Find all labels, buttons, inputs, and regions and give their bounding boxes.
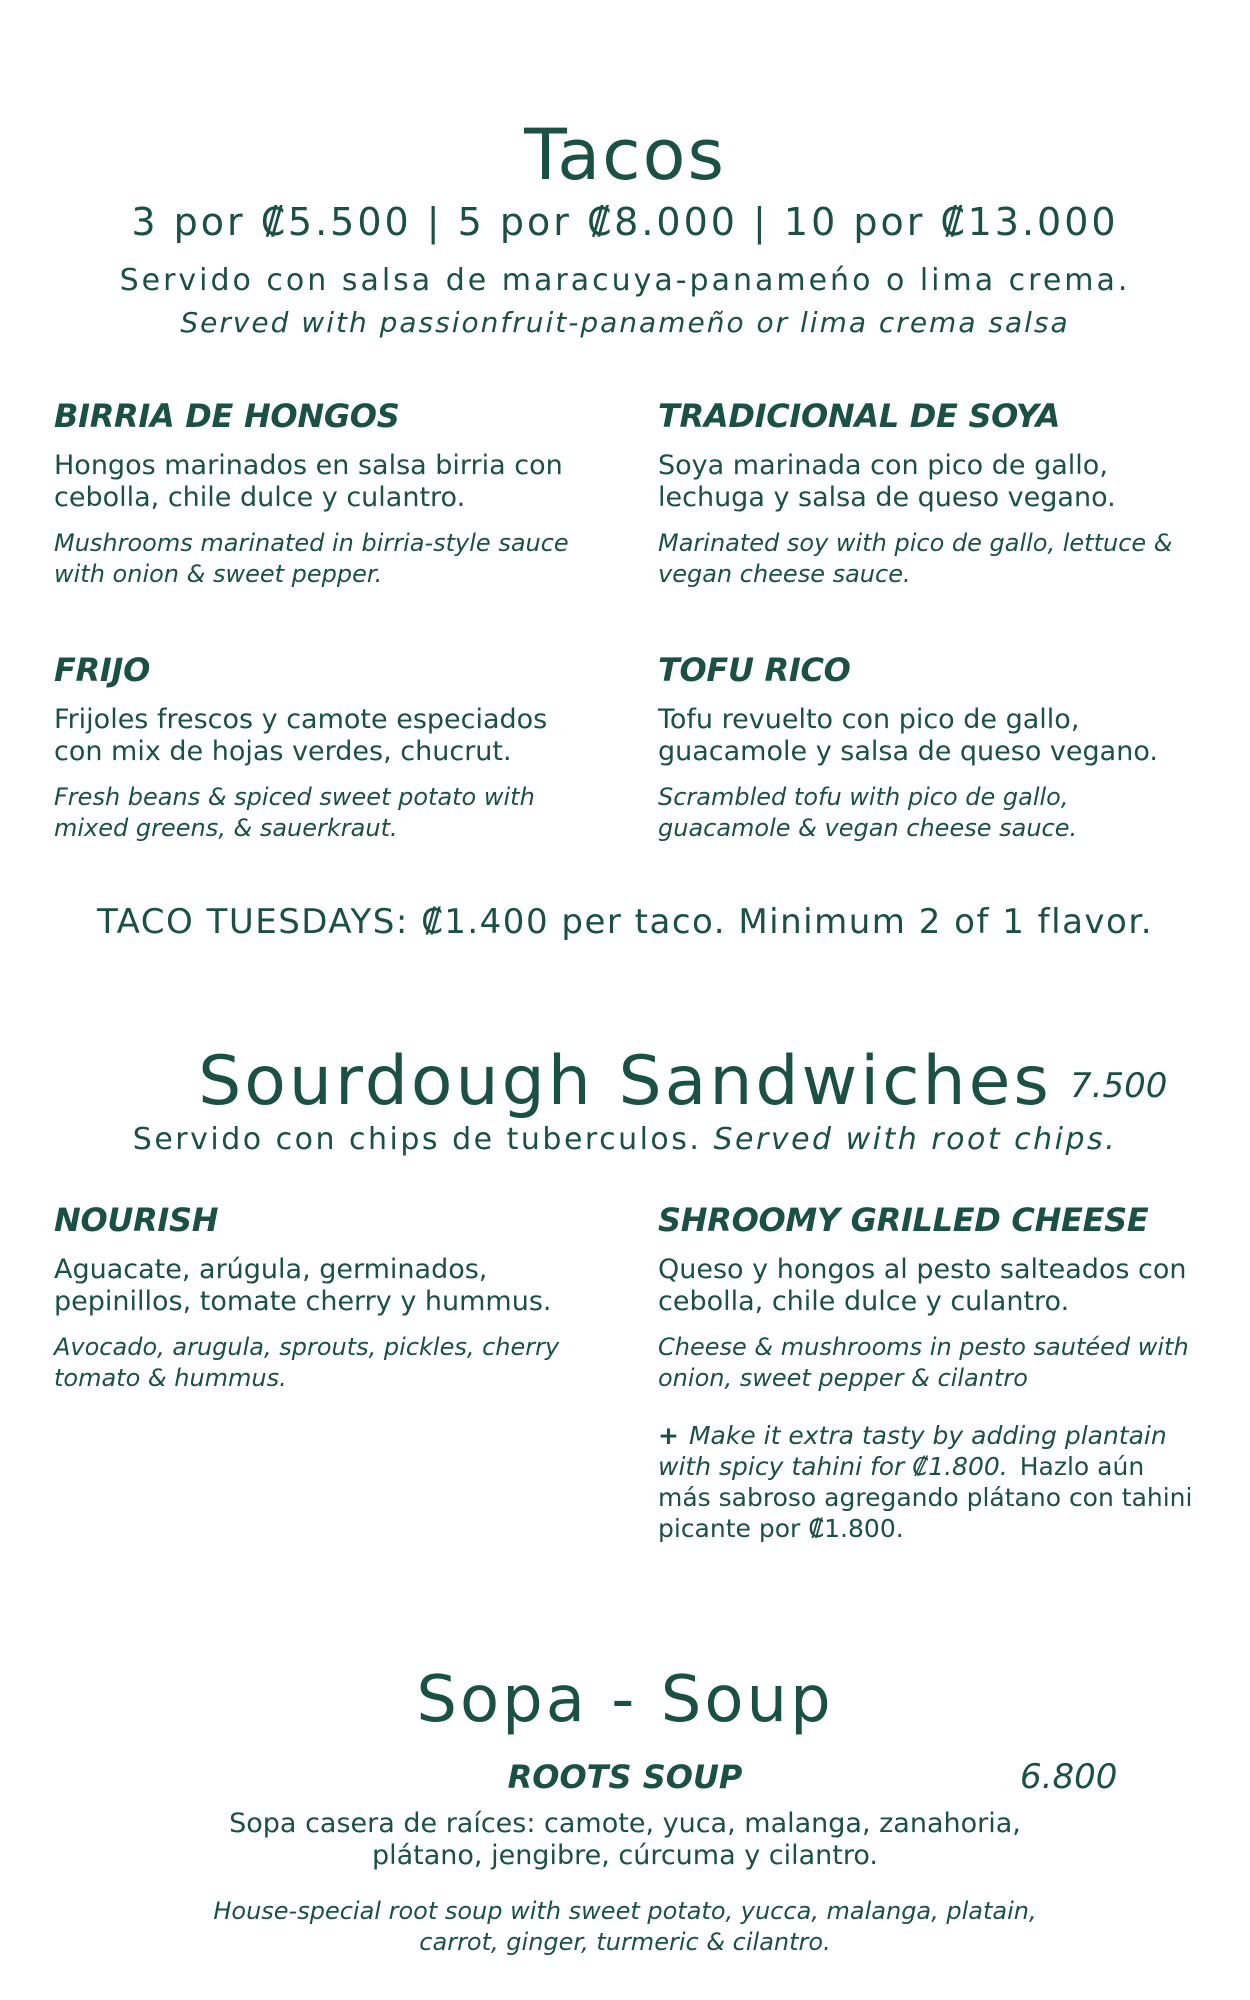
menu-item-frijo [54,650,594,844]
sandwiches-subtitle-es: Servido con chips de tuberculos. [132,1122,702,1157]
soup-title: Sopa - Soup [416,1663,834,1737]
item-name: FRIJO [54,651,151,689]
menu-item-tradicional-de-soya [658,396,1198,590]
addon-text-en: Make it extra tasty by adding plantain with spicy tahini for ₡1.800. [658,1421,1167,1481]
item-name: TRADICIONAL DE SOYA [658,397,1061,435]
soup-price: 6.800 [1020,1757,1118,1797]
soup-description-es: Sopa casera de raíces: camote, yuca, malanga, zanahoria, plátano, jengibre, cúrcuma y cilantro. [229,1808,1021,1871]
item-description-es: Queso y hongos al pesto salteados con cebolla, chile dulce y culantro. [658,1254,1187,1317]
item-description-en: Avocado, arugula, sprouts, pickles, cherry tomato & hummus. [54,1333,560,1392]
soup-item-name: ROOTS SOUP [507,1758,743,1796]
item-description-es: Hongos marinados en salsa birria con cebolla, chile dulce y culantro. [54,450,563,513]
sandwiches-subtitle-en: Served with root chips. [713,1122,1118,1157]
addon-text-es: Hazlo aún más sabroso agregando plátano con tahini picante por ₡1.800. [658,1452,1193,1543]
menu-item-birria-de-hongos [54,396,594,590]
item-description-es: Soya marinada con pico de gallo, lechuga y salsa de queso vegano. [658,450,1116,513]
tacos-subtitle-en: Served with passionfruit-panameño or lima crema salsa [180,306,1070,339]
item-name: NOURISH [54,1201,219,1239]
addon-note [658,1420,1198,1544]
sandwiches-subtitle [0,1120,1250,1160]
item-description-en: Scrambled tofu with pico de gallo, guacamole & vegan cheese sauce. [658,783,1078,842]
item-name: BIRRIA DE HONGOS [54,397,400,435]
item-description-en: Mushrooms marinated in birria-style sauce with onion & sweet pepper. [54,529,569,588]
tacos-subtitle-es: Servido con salsa de maracuya-panameńo o lima crema. [119,263,1131,298]
item-name: TOFU RICO [658,651,851,689]
menu-item-nourish [54,1200,594,1394]
item-description-es: Tofu revuelto con pico de gallo, guacamole y salsa de queso vegano. [658,704,1158,767]
plus-icon: + [658,1421,679,1450]
item-description-en: Marinated soy with pico de gallo, lettuce & vegan cheese sauce. [658,529,1173,588]
sandwiches-price: 7.500 [1070,1066,1168,1106]
item-description-en: Fresh beans & spiced sweet potato with mixed greens, & sauerkraut. [54,783,535,842]
tacos-title: Tacos [524,114,726,196]
soup-description-en: House-special root soup with sweet potato, yucca, malanga, platain, carrot, ginger, turmeric & cilantro. [213,1897,1037,1956]
menu-item-tofu-rico [658,650,1198,844]
menu-item-shroomy-grilled-cheese [658,1200,1198,1544]
item-description-en: Cheese & mushrooms in pesto sautéed with onion, sweet pepper & cilantro [658,1333,1189,1392]
taco-tuesdays-note: TACO TUESDAYS: ₡1.400 per taco. Minimum 2 of 1 flavor. [96,902,1154,942]
item-name: SHROOMY GRILLED CHEESE [658,1201,1149,1239]
item-description-es: Frijoles frescos y camote especiados con mix de hojas verdes, chucrut. [54,704,548,767]
item-description-es: Aguacate, arúgula, germinados, pepinillos, tomate cherry y hummus. [54,1254,552,1317]
sandwiches-title: Sourdough Sandwiches [198,1042,1052,1121]
tacos-prices: 3 por ₡5.500 | 5 por ₡8.000 | 10 por ₡13.000 [131,200,1119,244]
